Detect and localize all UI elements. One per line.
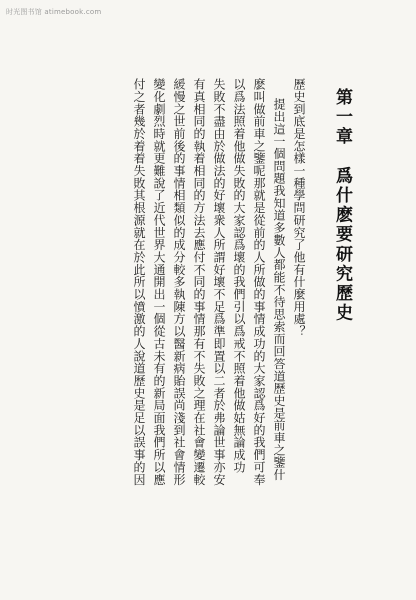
text-column-2: 提出這一個問題我知道多數人都能不待思索而回答道歷史是前車之鑒什: [272, 98, 286, 481]
chapter-title: 第一章 爲什麽要研究歷史: [332, 88, 352, 324]
text-column-1: 歷史到底是怎樣一種學問研究了他有什麼用處？: [292, 78, 306, 338]
text-column-8: 變化劇烈時就更難說了近代世界大通開出一個從古未有的新局面我們所以應: [152, 78, 166, 486]
text-column-5: 失敗不盡由於做法的好壞衆人所謂好壞不足爲準即置以二者於弗論世事亦安: [212, 78, 226, 486]
text-column-6: 有真相同的執着相同的方法去應付不同的事情那有不失敗之理在社會變遷較: [192, 78, 206, 486]
text-column-7: 緩慢之世前後的事情相類似的成分較多執陳方以醫新病貽誤尚淺到社會情形: [172, 78, 186, 486]
text-column-9: 付之者幾於着着失敗其根源就在於此所以憤激的人說道歷史是足以誤事的因: [132, 78, 146, 486]
text-column-3: 麽叫做前車之鑒呢那就是從前的人所做的事情成功的大家認爲好的我們可奉: [252, 78, 266, 486]
text-column-4: 以爲法照着他做失敗的大家認爲壞的我們引以爲戒不照着他做姑無論成功: [232, 78, 246, 474]
watermark: 时光图书馆 atimebook.com: [6, 8, 102, 16]
